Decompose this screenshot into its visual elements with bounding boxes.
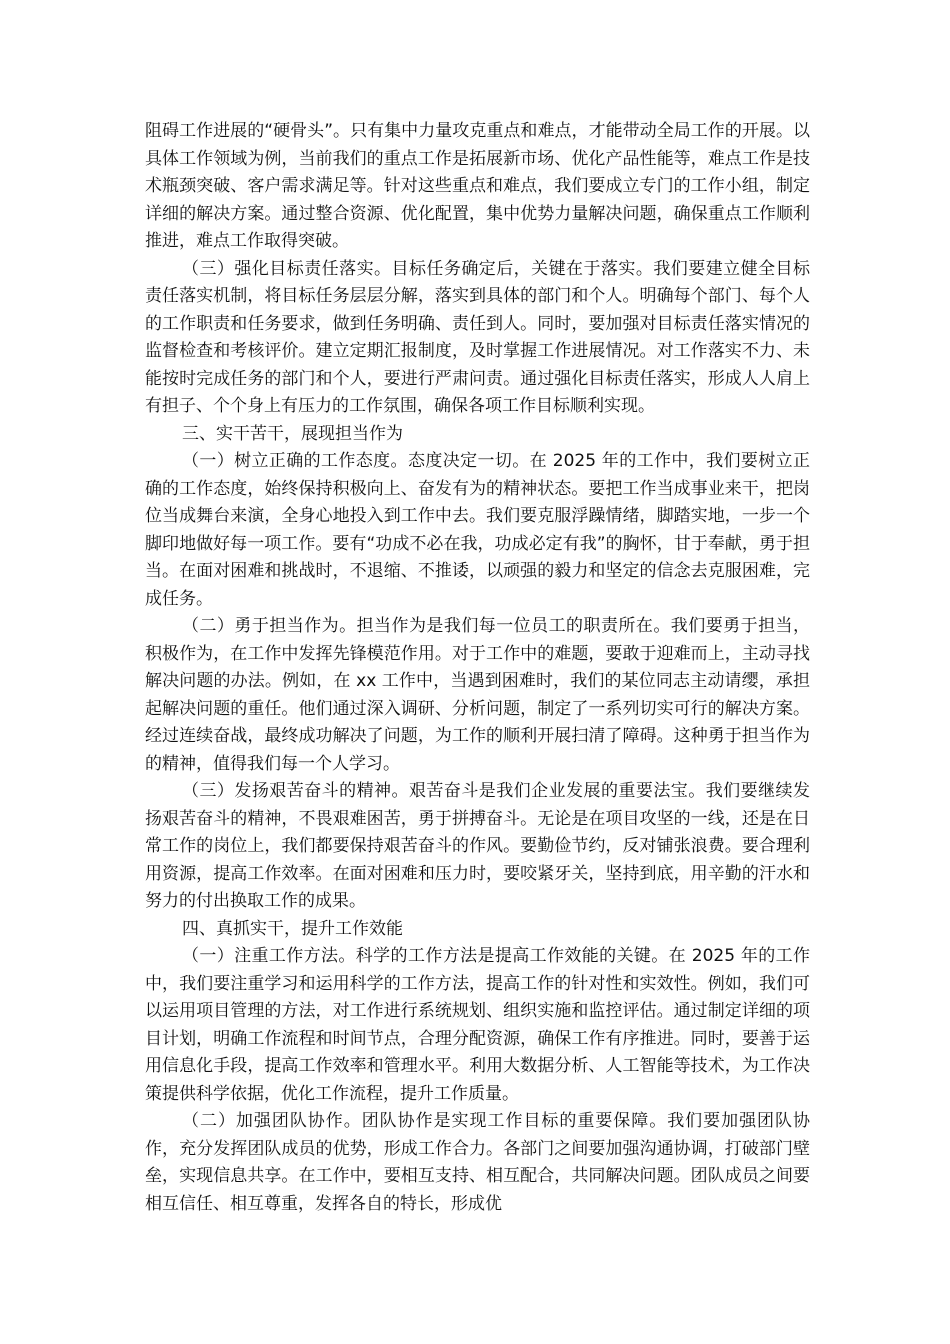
paragraph-target-responsibility: （三）强化目标责任落实。目标任务确定后，关键在于落实。我们要建立健全目标责任落实机制，将目标任务层层分解，落实到具体的部门和个人。明确每个部门、每个人的工作职责和任务要求，做到任务明确、责任到人。同时，要加强对目标责任落实情况的监督检查和考核评价。建立定期汇报制度，及时掌握工作进展情况。对工作落实不力、未能按时完成任务的部门和个人，要进行严肃问责。通过强化目标责任落实，形成人人肩上有担子、个个身上有压力的工作氛围，确保各项工作目标顺利实现。: [145, 258, 810, 416]
paragraph-work-attitude: （一）树立正确的工作态度。态度决定一切。在 2025 年的工作中，我们要树立正确的工作态度，始终保持积极向上、奋发有为的精神状态。要把工作当成事业来干，把岗位当成舞台来演，全身心地投入到工作中去。我们要克服浮躁情绪，脚踏实地，一步一个脚印地做好每一项工作。要有“功成不必在我，功成必定有我”的胸怀，甘于奉献，勇于担当。在面对困难和挑战时，不退缩、不推诿，以顽强的毅力和坚定的信念去克服困难，完成任务。: [145, 451, 810, 609]
paragraph-hard-work: （三）发扬艰苦奋斗的精神。艰苦奋斗是我们企业发展的重要法宝。我们要继续发扬艰苦奋斗的精神，不畏艰难困苦，勇于拼搏奋斗。无论是在项目攻坚的一线，还是在日常工作的岗位上，我们都要保持艰苦奋斗的作风。要勤俭节约，反对铺张浪费。要合理利用资源，提高工作效率。在面对困难和压力时，要咬紧牙关，坚持到底，用辛勤的汗水和努力的付出换取工作的成果。: [145, 781, 810, 911]
paragraph-continuation: 阻碍工作进展的“硬骨头”。只有集中力量攻克重点和难点，才能带动全局工作的开展。以具体工作领域为例，当前我们的重点工作是拓展新市场、优化产品性能等，难点工作是技术瓶颈突破、客户需求满足等。针对这些重点和难点，我们要成立专门的工作小组，制定详细的解决方案。通过整合资源、优化配置，集中优势力量解决问题，确保重点工作顺利推进，难点工作取得突破。: [145, 121, 810, 251]
paragraph-work-methods: （一）注重工作方法。科学的工作方法是提高工作效能的关键。在 2025 年的工作中，我们要注重学习和运用科学的工作方法，提高工作的针对性和实效性。例如，我们可以运用项目管理的方法，对工作进行系统规划、组织实施和监控评估。通过制定详细的项目计划，明确工作流程和时间节点，合理分配资源，确保工作有序推进。同时，要善于运用信息化手段，提高工作效率和管理水平。利用大数据分析、人工智能等技术，为工作决策提供科学依据，优化工作流程，提升工作质量。: [145, 946, 810, 1104]
section-heading-4: 四、真抓实干，提升工作效能: [182, 918, 403, 939]
paragraph-team-collaboration: （二）加强团队协作。团队协作是实现工作目标的重要保障。我们要加强团队协作，充分发挥团队成员的优势，形成工作合力。各部门之间要加强沟通协调，打破部门壁垒，实现信息共享。在工作中，要相互支持、相互配合，共同解决问题。团队成员之间要相互信任、相互尊重，发挥各自的特长，形成优: [145, 1111, 810, 1214]
paragraph-take-responsibility: （二）勇于担当作为。担当作为是我们每一位员工的职责所在。我们要勇于担当，积极作为，在工作中发挥先锋模范作用。对于工作中的难题，要敢于迎难而上，主动寻找解决问题的办法。例如，在 xx 工作中，当遇到困难时，我们的某位同志主动请缨，承担起解决问题的重任。他们通过深入调研、分析问题，制定了一系列切实可行的解决方案。经过连续奋战，最终成功解决了问题，为工作的顺利开展扫清了障碍。这种勇于担当作为的精神，值得我们每一个人学习。: [145, 616, 810, 774]
section-heading-3: 三、实干苦干，展现担当作为: [182, 423, 403, 444]
document-body: [145, 118, 810, 1218]
